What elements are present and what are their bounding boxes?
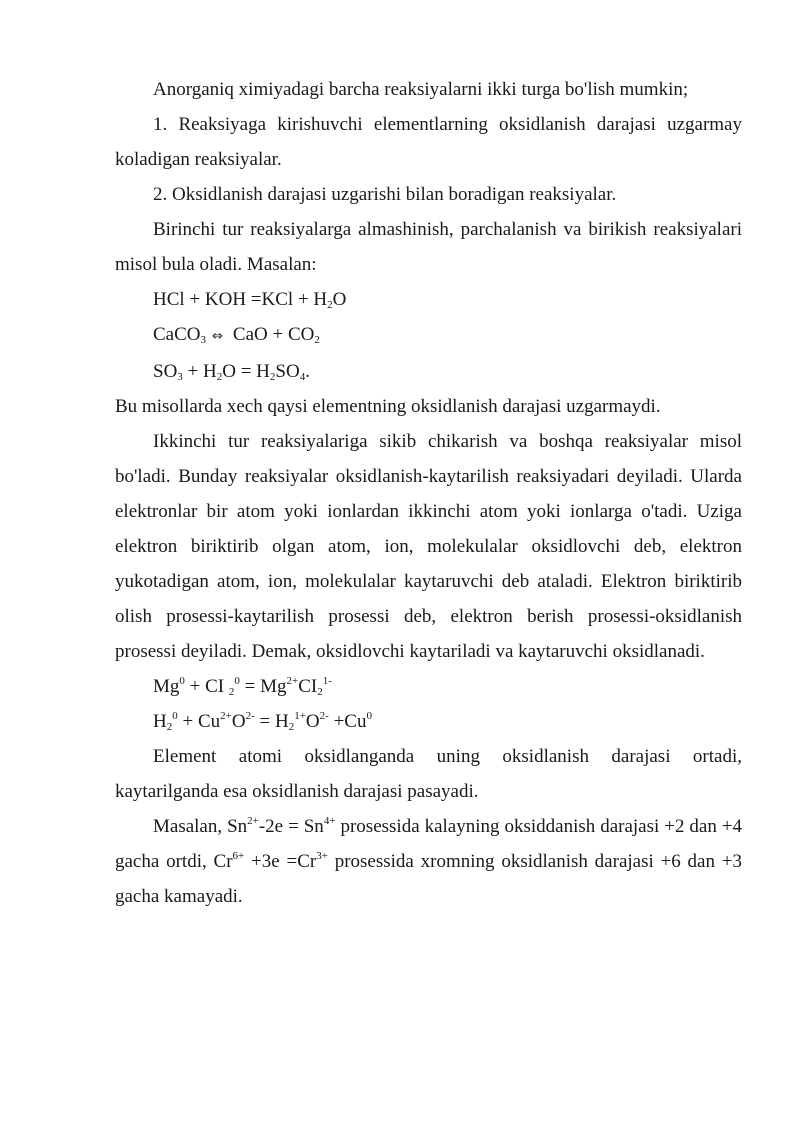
equation-mg-cl: $Mg^0$ + CI $_2^0 = Mg^{2+}CI_2^{1-}$ xyxy=(153,675,332,698)
paragraph-oxidation-rule: Element atomi oksidlanganda uning oksidlanish darajasi ortadi, kaytarilganda esa oksidlanish darajasi pasayadi. xyxy=(115,746,742,802)
paragraph-no-change: Bu misollarda xech qaysi elementning oksidlanish darajasi uzgarmaydi. xyxy=(115,396,661,417)
equation-h2-cuo: $H_2^0 + Cu^{2+}O^{2-} = H_2^{1+}O^{2-} +Cu^0$ xyxy=(153,710,372,733)
equation-hcl-koh: HCl + KOH $=KCl + H_2O$ xyxy=(153,289,347,311)
paragraph-item-2: 2. Oksidlanish darajasi uzgarishi bilan boradigan reaksiyalar. xyxy=(153,184,617,205)
paragraph-second-type: Ikkinchi tur reaksiyalariga sikib chikarish va boshqa reaksiyalar misol bo'ladi. Bunday reaksiyalar oksidlanish-kaytarilish reaksiyadari deyiladi. Ularda elektronlar bir atom yoki ionlardan ikkinchi atom yoki ionlarga o'tadi. Uziga elektron biriktirib olgan atom, ion, molekulalar oksidlovchi deb, elektron yukotadigan atom, ion, molekulalar kaytaruvchi deb ataladi. Elektron biriktirib olish prosessi-kaytarilish prosessi deb, elektron berish prosessi-oksidlanish prosessi deyiladi. Demak, oksidlovchi kaytariladi va kaytaruvchi oksidlanadi. xyxy=(115,431,742,662)
document-page xyxy=(115,72,742,914)
equation-caco3: CaCO$_3$ ⇔ CaO + $CO_2$ xyxy=(153,324,320,346)
equation-so3: $SO_3 + H_2O = H_2SO_4$. xyxy=(153,361,310,383)
paragraph-example: Masalan, $Sn^{2+}-2e = Sn^{4+}$ prosessida kalayning oksiddanish darajasi +2 dan +4 gacha ortdi, $Cr^{6+} +3e =Cr^{3+}$ prosessida xromning oksidlanish darajasi +6 dan +3 gacha kamayadi. xyxy=(115,815,742,907)
equilibrium-arrow-icon: ⇔ xyxy=(212,329,223,344)
paragraph-intro: Anorganiq ximiyadagi barcha reaksiyalarni ikki turga bo'lish mumkin; xyxy=(153,79,689,100)
paragraph-item-1: 1. Reaksiyaga kirishuvchi elementlarning oksidlanish darajasi uzgarmay koladigan reaksiyalar. xyxy=(115,114,742,170)
paragraph-first-type: Birinchi tur reaksiyalarga almashinish, parchalanish va birikish reaksiyalari misol bula oladi. Masalan: xyxy=(115,219,742,275)
